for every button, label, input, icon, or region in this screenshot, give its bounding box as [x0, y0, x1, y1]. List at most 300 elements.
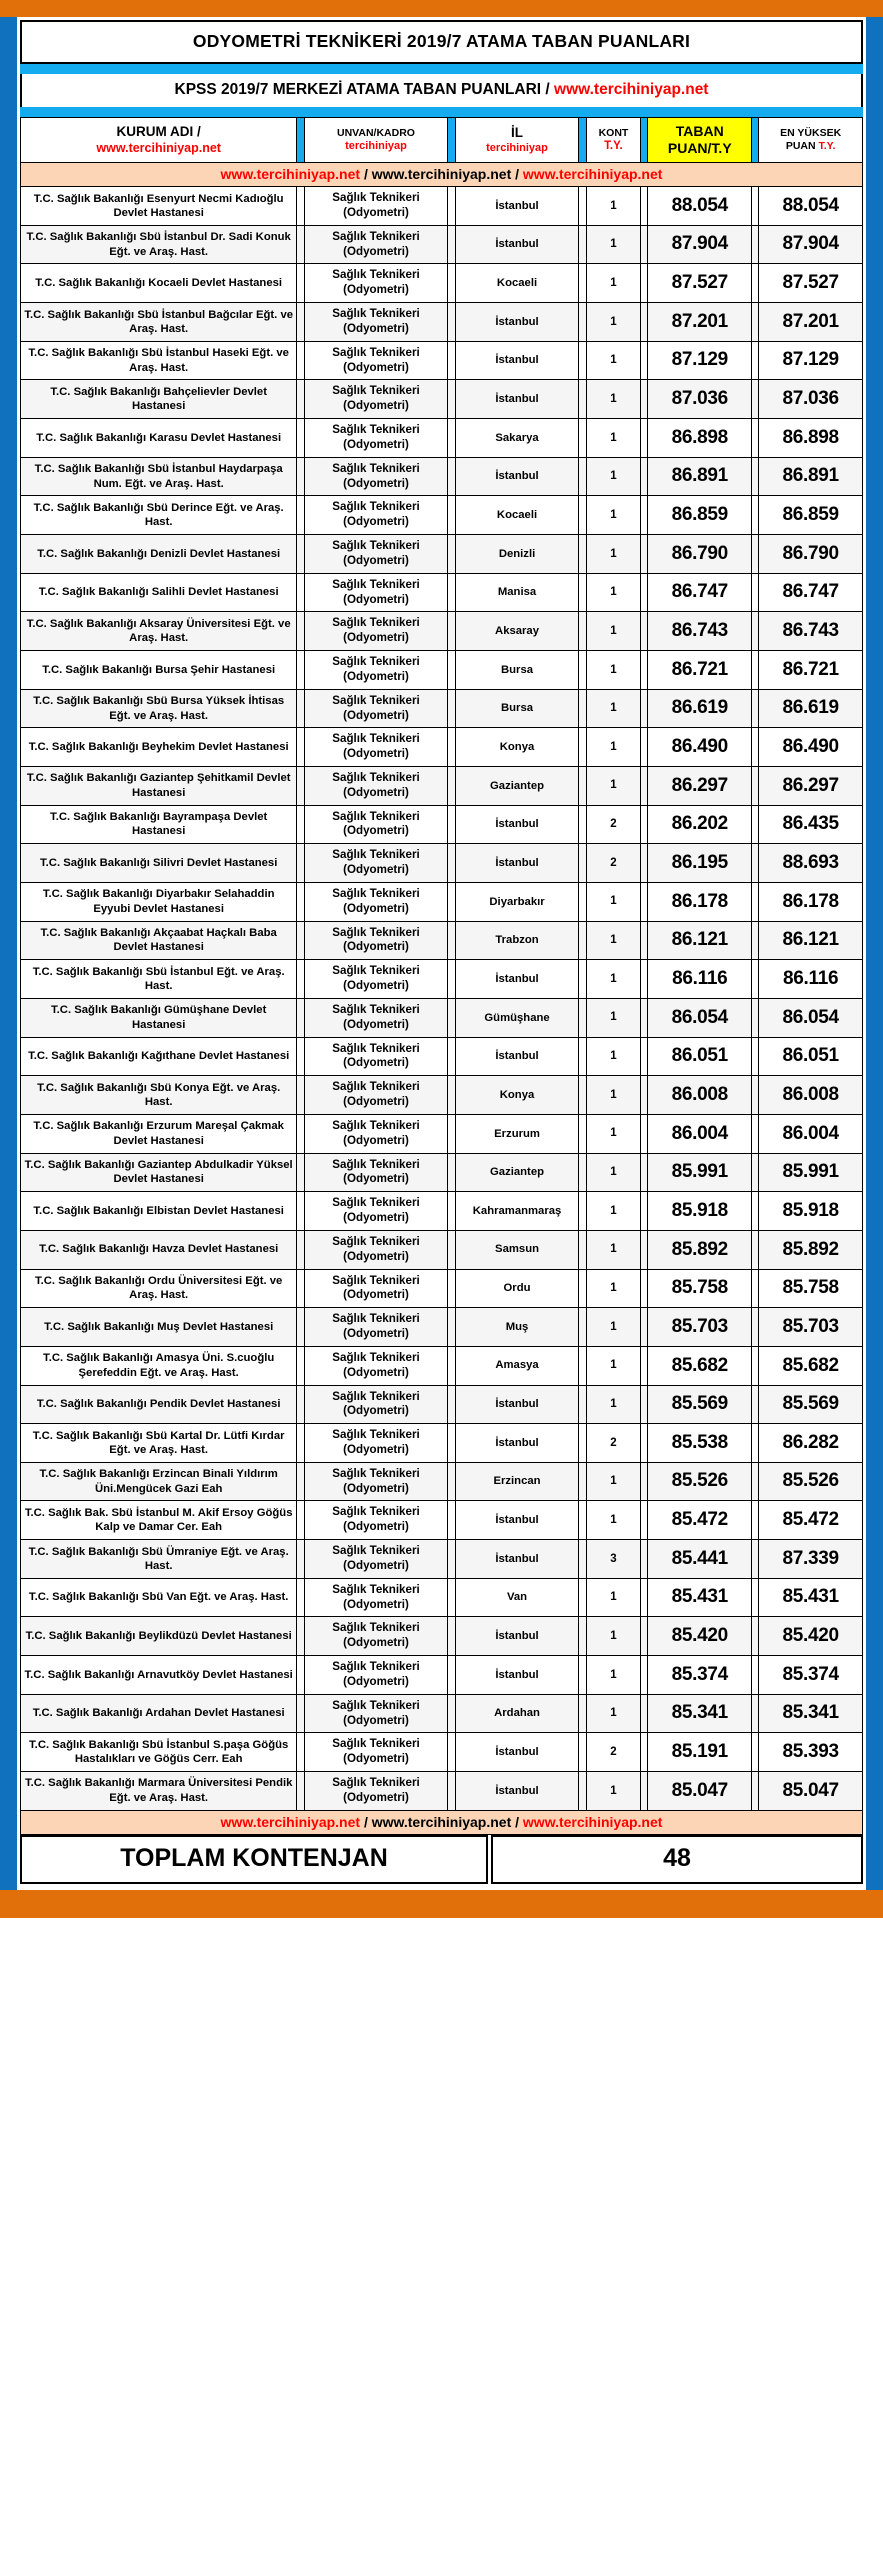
cell-kurum-adi: T.C. Sağlık Bakanlığı Sbü Derince Eğt. ve Araş. Hast. [21, 496, 297, 535]
cell-taban-puan: 85.538 [648, 1424, 752, 1463]
column-separator [641, 1617, 648, 1656]
column-separator [641, 264, 648, 303]
ad-url-2[interactable]: www.tercihiniyap.net [371, 1813, 512, 1830]
cell-en-yuksek-puan: 86.116 [759, 960, 863, 999]
column-separator [297, 1153, 304, 1192]
cell-taban-puan: 86.490 [648, 728, 752, 767]
cell-kontenjan: 1 [586, 1694, 641, 1733]
cell-il: Van [455, 1578, 579, 1617]
cell-kontenjan: 1 [586, 1501, 641, 1540]
column-separator [448, 1540, 455, 1579]
cell-unvan-kadro: Sağlık Teknikeri (Odyometri) [304, 612, 448, 651]
cell-il: Ordu [455, 1269, 579, 1308]
cell-unvan-kadro: Sağlık Teknikeri (Odyometri) [304, 1230, 448, 1269]
cell-kurum-adi: T.C. Sağlık Bakanlığı Sbü Konya Eğt. ve Araş. Hast. [21, 1076, 297, 1115]
cell-kontenjan: 1 [586, 341, 641, 380]
ad-url-2[interactable]: www.tercihiniyap.net [371, 166, 512, 183]
cell-il: Konya [455, 1076, 579, 1115]
cell-kurum-adi: T.C. Sağlık Bakanlığı Sbü Kartal Dr. Lütfi Kırdar Eğt. ve Araş. Hast. [21, 1424, 297, 1463]
table-row [21, 1308, 863, 1347]
table-row [21, 187, 863, 226]
header-enyuksek-puan-text: PUAN [785, 140, 819, 153]
column-separator [752, 535, 759, 574]
column-separator [641, 651, 648, 690]
bottom-orange-band [0, 1890, 883, 1918]
column-separator [297, 612, 304, 651]
cell-taban-puan: 85.703 [648, 1308, 752, 1347]
column-separator [297, 651, 304, 690]
cell-en-yuksek-puan: 87.904 [759, 225, 863, 264]
column-separator [579, 225, 586, 264]
column-separator [297, 1772, 304, 1811]
cell-kurum-adi: T.C. Sağlık Bakanlığı Muş Devlet Hastanesi [21, 1308, 297, 1347]
column-separator [579, 341, 586, 380]
column-separator [752, 225, 759, 264]
cell-kontenjan: 1 [586, 921, 641, 960]
cell-il: İstanbul [455, 1617, 579, 1656]
column-separator [448, 187, 455, 226]
column-separator [579, 689, 586, 728]
column-separator [297, 805, 304, 844]
column-separator [641, 187, 648, 226]
column-separator [297, 1694, 304, 1733]
cell-en-yuksek-puan: 85.758 [759, 1269, 863, 1308]
column-separator [579, 1037, 586, 1076]
cell-unvan-kadro: Sağlık Teknikeri (Odyometri) [304, 882, 448, 921]
cell-kurum-adi: T.C. Sağlık Bakanlığı Bahçelievler Devlet Hastanesi [21, 380, 297, 419]
column-separator [641, 1694, 648, 1733]
cell-taban-puan: 86.202 [648, 805, 752, 844]
cell-unvan-kadro: Sağlık Teknikeri (Odyometri) [304, 380, 448, 419]
column-separator [448, 1269, 455, 1308]
column-separator [641, 1656, 648, 1695]
column-separator [752, 1733, 759, 1772]
column-separator [297, 118, 304, 163]
ad-row-top [21, 163, 863, 187]
cell-en-yuksek-puan: 86.054 [759, 998, 863, 1037]
cell-en-yuksek-puan: 86.891 [759, 457, 863, 496]
ad-sep-1: / [360, 1813, 372, 1830]
column-separator [297, 1424, 304, 1463]
column-separator [752, 728, 759, 767]
column-separator [297, 573, 304, 612]
subtitle-url[interactable]: www.tercihiniyap.net [554, 81, 709, 98]
cell-unvan-kadro: Sağlık Teknikeri (Odyometri) [304, 225, 448, 264]
header-taban-sub: PUAN/T.Y [667, 140, 732, 157]
cell-taban-puan: 87.527 [648, 264, 752, 303]
column-separator [297, 1076, 304, 1115]
table-row [21, 303, 863, 342]
column-separator [579, 1308, 586, 1347]
cell-kontenjan: 1 [586, 1076, 641, 1115]
cell-en-yuksek-puan: 86.619 [759, 689, 863, 728]
table-row [21, 689, 863, 728]
cell-en-yuksek-puan: 86.051 [759, 1037, 863, 1076]
column-separator [297, 1269, 304, 1308]
cell-kontenjan: 1 [586, 612, 641, 651]
column-separator [448, 341, 455, 380]
cell-il: İstanbul [455, 380, 579, 419]
cell-kontenjan: 1 [586, 1230, 641, 1269]
cell-en-yuksek-puan: 85.569 [759, 1385, 863, 1424]
cell-il: İstanbul [455, 341, 579, 380]
cell-unvan-kadro: Sağlık Teknikeri (Odyometri) [304, 1462, 448, 1501]
cell-kontenjan: 1 [586, 728, 641, 767]
table-row [21, 882, 863, 921]
total-kontenjan-value: 48 [492, 1836, 862, 1883]
cell-kontenjan: 1 [586, 1617, 641, 1656]
table-foot [21, 1810, 863, 1834]
column-separator [448, 225, 455, 264]
column-separator [641, 767, 648, 806]
column-separator [752, 496, 759, 535]
cell-unvan-kadro: Sağlık Teknikeri (Odyometri) [304, 303, 448, 342]
header-unvan [304, 118, 448, 163]
ad-url-1[interactable]: www.tercihiniyap.net [220, 1813, 361, 1830]
cell-unvan-kadro: Sağlık Teknikeri (Odyometri) [304, 1153, 448, 1192]
column-separator [297, 1114, 304, 1153]
cell-taban-puan: 86.054 [648, 998, 752, 1037]
column-separator [752, 118, 759, 163]
cell-kontenjan: 1 [586, 767, 641, 806]
cell-unvan-kadro: Sağlık Teknikeri (Odyometri) [304, 496, 448, 535]
cell-unvan-kadro: Sağlık Teknikeri (Odyometri) [304, 457, 448, 496]
column-separator [297, 1462, 304, 1501]
header-enyuksek-label: EN YÜKSEK [780, 127, 842, 140]
cell-taban-puan: 86.297 [648, 767, 752, 806]
cell-en-yuksek-puan: 86.008 [759, 1076, 863, 1115]
cell-il: İstanbul [455, 1772, 579, 1811]
table-row [21, 225, 863, 264]
ad-url-3[interactable]: www.tercihiniyap.net [522, 166, 663, 183]
table-row [21, 1694, 863, 1733]
column-separator [641, 1230, 648, 1269]
header-taban-label: TABAN [675, 123, 724, 139]
ad-url-3[interactable]: www.tercihiniyap.net [522, 1813, 663, 1830]
cell-kurum-adi: T.C. Sağlık Bakanlığı Beylikdüzü Devlet Hastanesi [21, 1617, 297, 1656]
column-separator [752, 1192, 759, 1231]
table-row [21, 1462, 863, 1501]
column-separator [641, 1114, 648, 1153]
column-separator [297, 457, 304, 496]
cell-kurum-adi: T.C. Sağlık Bakanlığı Kocaeli Devlet Hastanesi [21, 264, 297, 303]
cell-kurum-adi: T.C. Sağlık Bakanlığı Arnavutköy Devlet Hastanesi [21, 1656, 297, 1695]
column-separator [641, 225, 648, 264]
column-separator [641, 1192, 648, 1231]
cell-kurum-adi: T.C. Sağlık Bakanlığı Aksaray Üniversitesi Eğt. ve Araş. Hast. [21, 612, 297, 651]
cell-taban-puan: 85.341 [648, 1694, 752, 1733]
column-separator [448, 303, 455, 342]
cell-kurum-adi: T.C. Sağlık Bakanlığı Sbü Van Eğt. ve Araş. Hast. [21, 1578, 297, 1617]
table-head [21, 118, 863, 187]
cell-unvan-kadro: Sağlık Teknikeri (Odyometri) [304, 341, 448, 380]
cell-taban-puan: 85.047 [648, 1772, 752, 1811]
cell-unvan-kadro: Sağlık Teknikeri (Odyometri) [304, 1037, 448, 1076]
table-row [21, 1385, 863, 1424]
column-separator [297, 1656, 304, 1695]
cell-kontenjan: 1 [586, 264, 641, 303]
column-separator [297, 496, 304, 535]
cell-en-yuksek-puan: 85.047 [759, 1772, 863, 1811]
cell-unvan-kadro: Sağlık Teknikeri (Odyometri) [304, 651, 448, 690]
column-separator [448, 1656, 455, 1695]
column-separator [752, 689, 759, 728]
cell-kurum-adi: T.C. Sağlık Bakanlığı Erzincan Binali Yıldırım Üni.Mengücek Gazi Eah [21, 1462, 297, 1501]
cell-taban-puan: 85.472 [648, 1501, 752, 1540]
table-row [21, 535, 863, 574]
cell-kontenjan: 2 [586, 805, 641, 844]
table-row [21, 264, 863, 303]
cell-en-yuksek-puan: 87.129 [759, 341, 863, 380]
column-separator [448, 1578, 455, 1617]
column-separator [752, 303, 759, 342]
cell-kontenjan: 1 [586, 380, 641, 419]
cell-kurum-adi: T.C. Sağlık Bakanlığı Sbü İstanbul S.paşa Göğüs Hastalıkları ve Göğüs Cerr. Eah [21, 1733, 297, 1772]
cell-kurum-adi: T.C. Sağlık Bakanlığı Sbü İstanbul Dr. Sadi Konuk Eğt. ve Araş. Hast. [21, 225, 297, 264]
cell-taban-puan: 85.374 [648, 1656, 752, 1695]
cell-taban-puan: 85.431 [648, 1578, 752, 1617]
cell-unvan-kadro: Sağlık Teknikeri (Odyometri) [304, 1424, 448, 1463]
left-blue-rail [0, 17, 17, 1890]
table-row [21, 844, 863, 883]
ad-sep-2: / [511, 166, 523, 183]
header-unvan-url: tercihiniyap [345, 139, 407, 152]
cell-en-yuksek-puan: 86.282 [759, 1424, 863, 1463]
cell-kontenjan: 1 [586, 225, 641, 264]
subtitle-black: KPSS 2019/7 MERKEZİ ATAMA TABAN PUANLARI / [174, 81, 555, 98]
column-separator [641, 882, 648, 921]
cell-kontenjan: 1 [586, 187, 641, 226]
column-separator [579, 1230, 586, 1269]
table-row [21, 921, 863, 960]
column-separator [448, 1346, 455, 1385]
cell-kontenjan: 2 [586, 1733, 641, 1772]
table-row [21, 1501, 863, 1540]
column-separator [448, 960, 455, 999]
cell-unvan-kadro: Sağlık Teknikeri (Odyometri) [304, 960, 448, 999]
header-en-yuksek-puan [759, 118, 863, 163]
column-separator [752, 1269, 759, 1308]
column-separator [752, 1578, 759, 1617]
top-orange-band [0, 0, 883, 17]
column-separator [752, 380, 759, 419]
column-separator [579, 612, 586, 651]
column-separator [579, 303, 586, 342]
cell-kurum-adi: T.C. Sağlık Bakanlığı Erzurum Mareşal Çakmak Devlet Hastanesi [21, 1114, 297, 1153]
total-table [20, 1835, 863, 1884]
cell-en-yuksek-puan: 87.527 [759, 264, 863, 303]
cell-il: Manisa [455, 573, 579, 612]
cell-kontenjan: 1 [586, 1308, 641, 1347]
column-separator [297, 303, 304, 342]
cell-taban-puan: 85.420 [648, 1617, 752, 1656]
column-separator [579, 264, 586, 303]
cell-en-yuksek-puan: 85.431 [759, 1578, 863, 1617]
column-separator [752, 457, 759, 496]
cell-taban-puan: 86.178 [648, 882, 752, 921]
cell-unvan-kadro: Sağlık Teknikeri (Odyometri) [304, 187, 448, 226]
cell-kurum-adi: T.C. Sağlık Bakanlığı Denizli Devlet Hastanesi [21, 535, 297, 574]
column-separator [297, 1308, 304, 1347]
total-row [21, 1836, 862, 1883]
table-row [21, 728, 863, 767]
column-separator [752, 573, 759, 612]
cell-taban-puan: 86.619 [648, 689, 752, 728]
column-separator [641, 805, 648, 844]
header-kurum-label: KURUM ADI / [116, 124, 201, 140]
table-row [21, 1578, 863, 1617]
column-separator [297, 1501, 304, 1540]
column-separator [297, 1578, 304, 1617]
cell-en-yuksek-puan: 87.036 [759, 380, 863, 419]
column-separator [579, 535, 586, 574]
column-separator [448, 767, 455, 806]
ad-url-1[interactable]: www.tercihiniyap.net [220, 166, 361, 183]
cell-il: Trabzon [455, 921, 579, 960]
column-separator [297, 1733, 304, 1772]
column-separator [579, 118, 586, 163]
table-row [21, 651, 863, 690]
column-separator [641, 998, 648, 1037]
cell-en-yuksek-puan: 86.721 [759, 651, 863, 690]
cell-en-yuksek-puan: 87.201 [759, 303, 863, 342]
table-row [21, 1269, 863, 1308]
cell-kurum-adi: T.C. Sağlık Bakanlığı Salihli Devlet Hastanesi [21, 573, 297, 612]
column-separator [641, 535, 648, 574]
column-separator [752, 921, 759, 960]
cell-unvan-kadro: Sağlık Teknikeri (Odyometri) [304, 844, 448, 883]
column-separator [752, 264, 759, 303]
cell-kurum-adi: T.C. Sağlık Bakanlığı Amasya Üni. S.cuoğlu Şerefeddin Eğt. ve Araş. Hast. [21, 1346, 297, 1385]
column-separator [448, 1037, 455, 1076]
column-separator [448, 1076, 455, 1115]
table-row [21, 1037, 863, 1076]
cell-kontenjan: 1 [586, 535, 641, 574]
cell-kontenjan: 1 [586, 651, 641, 690]
subtitle-box [20, 74, 863, 107]
cell-taban-puan: 86.195 [648, 844, 752, 883]
cell-kurum-adi: T.C. Sağlık Bakanlığı Bursa Şehir Hastanesi [21, 651, 297, 690]
column-separator [448, 457, 455, 496]
cell-kurum-adi: T.C. Sağlık Bakanlığı Marmara Üniversitesi Pendik Eğt. ve Araş. Hast. [21, 1772, 297, 1811]
table-row [21, 960, 863, 999]
cell-unvan-kadro: Sağlık Teknikeri (Odyometri) [304, 535, 448, 574]
column-separator [641, 1037, 648, 1076]
cell-en-yuksek-puan: 86.898 [759, 419, 863, 458]
cell-kontenjan: 1 [586, 1578, 641, 1617]
table-row [21, 1617, 863, 1656]
cell-taban-puan: 85.758 [648, 1269, 752, 1308]
cell-kurum-adi: T.C. Sağlık Bakanlığı Elbistan Devlet Hastanesi [21, 1192, 297, 1231]
column-separator [297, 419, 304, 458]
cell-il: Amasya [455, 1346, 579, 1385]
cell-unvan-kadro: Sağlık Teknikeri (Odyometri) [304, 1269, 448, 1308]
cell-kurum-adi: T.C. Sağlık Bakanlığı Kağıthane Devlet Hastanesi [21, 1037, 297, 1076]
cell-taban-puan: 85.441 [648, 1540, 752, 1579]
cell-il: Muş [455, 1308, 579, 1347]
cell-en-yuksek-puan: 87.339 [759, 1540, 863, 1579]
cell-il: İstanbul [455, 1424, 579, 1463]
column-separator [297, 380, 304, 419]
scores-table [20, 117, 863, 1835]
column-separator [641, 1385, 648, 1424]
cell-taban-puan: 86.004 [648, 1114, 752, 1153]
cell-unvan-kadro: Sağlık Teknikeri (Odyometri) [304, 573, 448, 612]
column-separator [297, 341, 304, 380]
cell-kurum-adi: T.C. Sağlık Bakanlığı Sbü İstanbul Eğt. ve Araş. Hast. [21, 960, 297, 999]
column-separator [752, 341, 759, 380]
column-separator [641, 689, 648, 728]
cell-taban-puan: 87.036 [648, 380, 752, 419]
cell-il: İstanbul [455, 225, 579, 264]
column-separator [297, 728, 304, 767]
cell-taban-puan: 86.121 [648, 921, 752, 960]
column-separator [297, 1617, 304, 1656]
table-row [21, 1192, 863, 1231]
column-separator [297, 844, 304, 883]
cell-il: Gümüşhane [455, 998, 579, 1037]
cell-il: İstanbul [455, 960, 579, 999]
cell-kurum-adi: T.C. Sağlık Bakanlığı Gaziantep Abdulkadir Yüksel Devlet Hastanesi [21, 1153, 297, 1192]
column-separator [448, 921, 455, 960]
column-separator [641, 1346, 648, 1385]
column-separator [448, 1385, 455, 1424]
cell-taban-puan: 86.747 [648, 573, 752, 612]
column-separator [579, 1540, 586, 1579]
cell-kontenjan: 2 [586, 844, 641, 883]
column-separator [752, 1076, 759, 1115]
column-separator [641, 1308, 648, 1347]
total-kontenjan-label: TOPLAM KONTENJAN [21, 1836, 487, 1883]
cell-unvan-kadro: Sağlık Teknikeri (Odyometri) [304, 689, 448, 728]
column-separator [448, 844, 455, 883]
cell-il: İstanbul [455, 1733, 579, 1772]
column-separator [579, 805, 586, 844]
column-separator [448, 1617, 455, 1656]
cell-en-yuksek-puan: 86.859 [759, 496, 863, 535]
column-separator [448, 264, 455, 303]
column-separator [752, 960, 759, 999]
cell-il: Bursa [455, 689, 579, 728]
column-separator [752, 1230, 759, 1269]
column-separator [752, 1501, 759, 1540]
cell-taban-puan: 85.526 [648, 1462, 752, 1501]
column-separator [579, 496, 586, 535]
column-separator [752, 651, 759, 690]
cell-il: İstanbul [455, 1385, 579, 1424]
cell-taban-puan: 86.051 [648, 1037, 752, 1076]
column-separator [448, 1230, 455, 1269]
column-separator [579, 998, 586, 1037]
cell-kurum-adi: T.C. Sağlık Bakanlığı Ordu Üniversitesi Eğt. ve Araş. Hast. [21, 1269, 297, 1308]
cell-kontenjan: 1 [586, 1114, 641, 1153]
ad-row-top-cell [21, 163, 863, 187]
cyan-divider-bottom [20, 107, 863, 117]
subtitle [175, 81, 709, 98]
cell-kurum-adi: T.C. Sağlık Bakanlığı Karasu Devlet Hastanesi [21, 419, 297, 458]
column-separator [579, 1269, 586, 1308]
cell-en-yuksek-puan: 86.004 [759, 1114, 863, 1153]
cell-kurum-adi: T.C. Sağlık Bakanlığı Sbü İstanbul Haseki Eğt. ve Araş. Hast. [21, 341, 297, 380]
column-separator [297, 535, 304, 574]
header-row [21, 118, 863, 163]
column-separator [641, 1076, 648, 1115]
column-separator [579, 882, 586, 921]
column-separator [297, 187, 304, 226]
cell-unvan-kadro: Sağlık Teknikeri (Odyometri) [304, 1694, 448, 1733]
cell-il: Kocaeli [455, 264, 579, 303]
column-separator [579, 767, 586, 806]
